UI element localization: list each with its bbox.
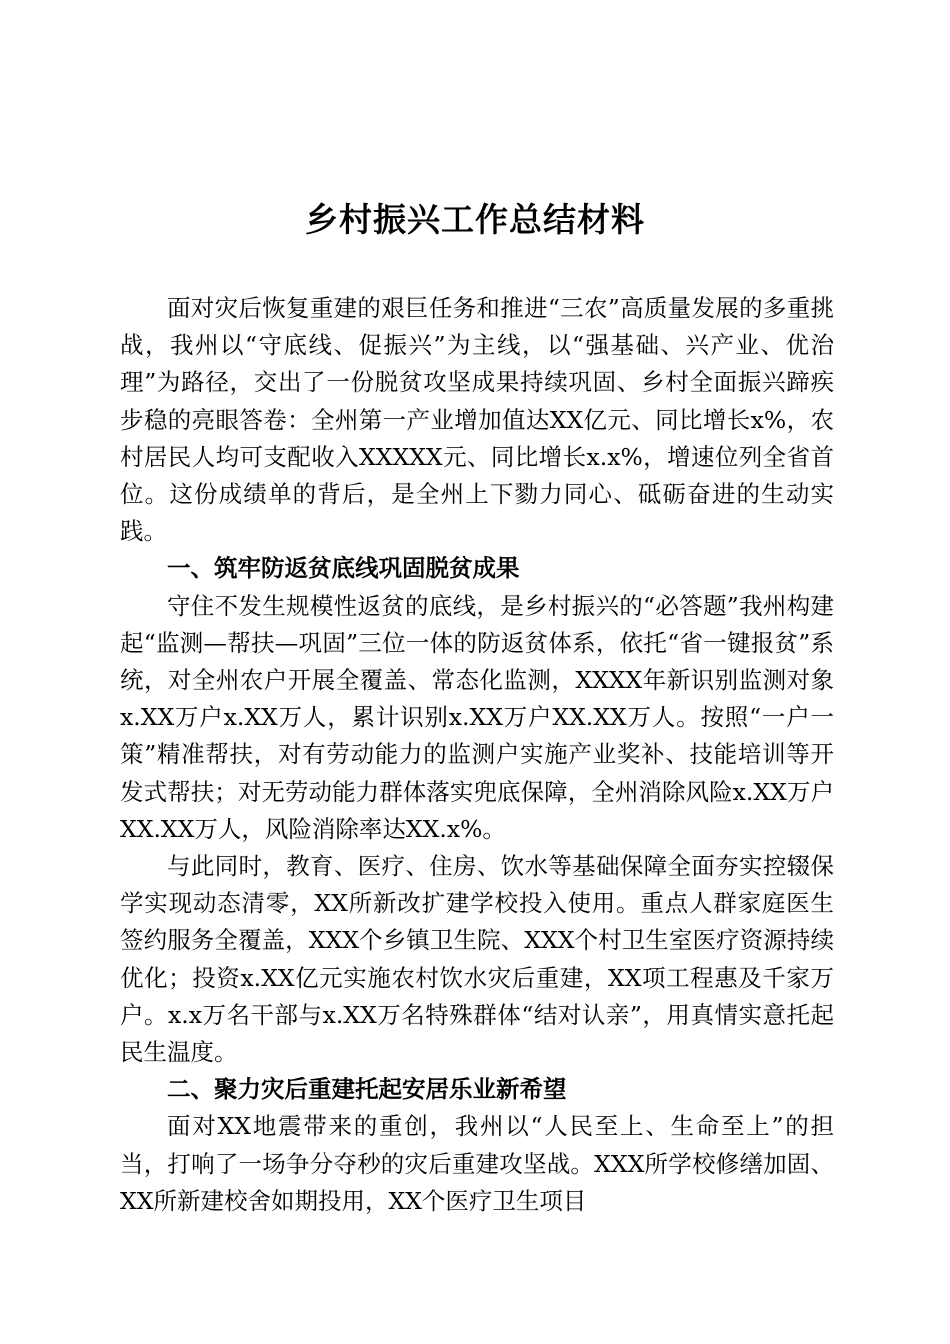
paragraph-intro: 面对灾后恢复重建的艰巨任务和推进“三农”高质量发展的多重挑战，我州以“守底线、促振兴”为主线，以“强基础、兴产业、优治理”为路径，交出了一份脱贫攻坚成果持续巩固、乡村全面振兴蹄疾步稳的亮眼答卷：全州第一产业增加值达XX亿元、同比增长x%，农村居民人均可支配收入XXXXX元、同比增长x.x%，增速位列全省首位。这份成绩单的背后，是全州上下勠力同心、砥砺奋进的生动实践。 [120,294,834,546]
paragraph-section-1-a: 守住不发生规模性返贫的底线，是乡村振兴的“必答题”我州构建起“监测—帮扶—巩固”三位一体的防返贫体系，依托“省一键报贫”系统，对全州农户开展全覆盖、常态化监测，XXXX年新识别监测对象x.XX万户x.XX万人，累计识别x.XX万户XX.XX万人。按照“一户一策”精准帮扶，对有劳动能力的监测户实施产业奖补、技能培训等开发式帮扶；对无劳动能力群体落实兜底保障，全州消除风险x.XX万户XX.XX万人，风险消除率达XX.x%。 [120,591,834,843]
section-heading-2: 二、聚力灾后重建托起安居乐业新希望 [167,1075,567,1104]
document-title: 乡村振兴工作总结材料 [305,200,645,239]
document-body [120,290,834,1220]
section-heading-1: 一、筑牢防返贫底线巩固脱贫成果 [167,554,520,583]
paragraph-section-2-a: 面对XX地震带来的重创，我州以“人民至上、生命至上”的担当，打响了一场争分夺秒的灾后重建攻坚战。XXX所学校修缮加固、XX所新建校舍如期投用，XX个医疗卫生项目 [120,1112,834,1215]
paragraph-section-1-b: 与此同时，教育、医疗、住房、饮水等基础保障全面夯实控辍保学实现动态清零，XX所新改扩建学校投入使用。重点人群家庭医生签约服务全覆盖，XXX个乡镇卫生院、XXX个村卫生室医疗资源持续优化；投资x.XX亿元实施农村饮水灾后重建，XX项工程惠及千家万户。x.x万名干部与x.XX万名特殊群体“结对认亲”，用真情实意托起民生温度。 [120,852,834,1067]
